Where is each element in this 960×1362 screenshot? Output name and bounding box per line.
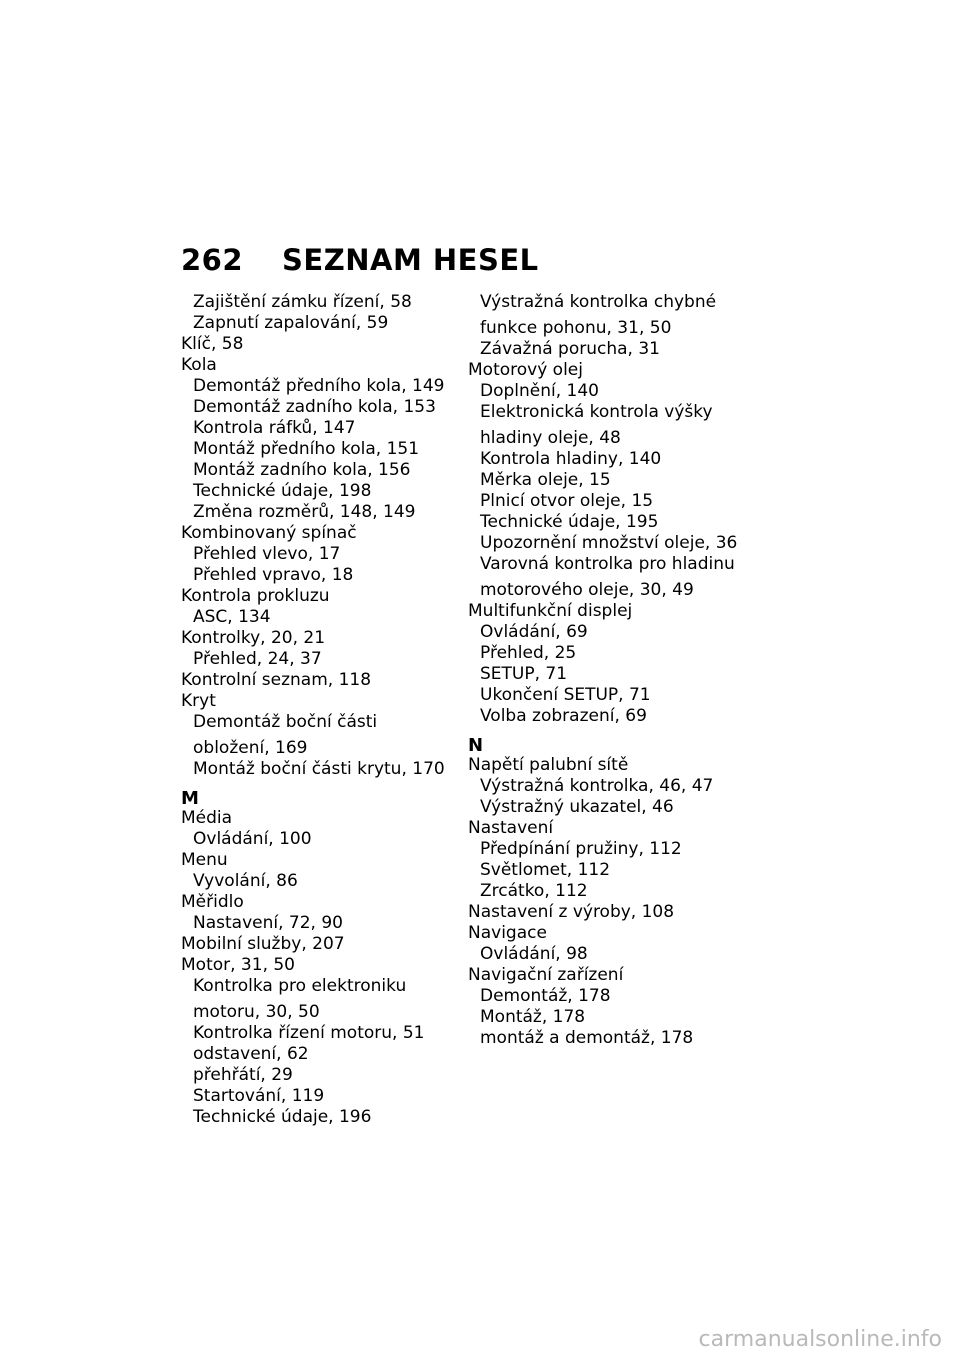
- index-subentry: montáž a demontáž, 178: [480, 1028, 694, 1048]
- index-subentry: Změna rozměrů, 148, 149: [193, 502, 416, 522]
- index-subentry: Závažná porucha, 31: [480, 339, 660, 359]
- index-subentry: Kontrola ráfků, 147: [193, 418, 356, 438]
- index-subentry: Startování, 119: [193, 1086, 325, 1106]
- index-subentry: Předpínání pružiny, 112: [480, 839, 682, 859]
- index-entry: Měřidlo: [181, 892, 244, 912]
- index-entry: Kontrola prokluzu: [181, 586, 330, 606]
- index-subentry: Zajištění zámku řízení, 58: [193, 292, 412, 312]
- index-subentry: Nastavení, 72, 90: [193, 913, 343, 933]
- index-subentry: Technické údaje, 196: [193, 1107, 372, 1127]
- index-subentry: Výstražná kontrolka, 46, 47: [480, 776, 714, 796]
- index-subentry: Ovládání, 98: [480, 944, 588, 964]
- index-letter-heading: N: [468, 735, 484, 756]
- index-subentry: Doplnění, 140: [480, 381, 599, 401]
- index-entry: Kontrolky, 20, 21: [181, 628, 326, 648]
- index-entry: Kontrolní seznam, 118: [181, 670, 372, 690]
- index-subentry: Kontrolka řízení motoru, 51: [193, 1023, 425, 1043]
- index-subentry: Kontrolka pro elektroniku: [193, 976, 407, 996]
- watermark: carmanualsonline.info: [698, 1327, 942, 1352]
- index-column-left: [181, 292, 461, 1128]
- index-entry: Navigace: [468, 923, 547, 943]
- index-subentry: Montáž, 178: [480, 1007, 586, 1027]
- page-header: [181, 240, 781, 280]
- index-entry: Kombinovaný spínač: [181, 523, 357, 543]
- index-subentry: Vyvolání, 86: [193, 871, 298, 891]
- index-subentry: Přehled vlevo, 17: [193, 544, 341, 564]
- index-entry: Motorový olej: [468, 360, 583, 380]
- index-subentry: Montáž boční části krytu, 170: [193, 759, 445, 779]
- index-subentry: Demontáž zadního kola, 153: [193, 397, 436, 417]
- index-subentry-continuation: hladiny oleje, 48: [480, 428, 621, 448]
- index-subentry: Montáž předního kola, 151: [193, 439, 420, 459]
- index-entry: Klíč, 58: [181, 334, 244, 354]
- index-subentry-continuation: funkce pohonu, 31, 50: [480, 318, 672, 338]
- index-subentry: Kontrola hladiny, 140: [480, 449, 662, 469]
- index-subentry: odstavení, 62: [193, 1044, 309, 1064]
- index-subentry-continuation: motorového oleje, 30, 49: [480, 580, 694, 600]
- index-entry: Menu: [181, 850, 228, 870]
- index-subentry: Ovládání, 69: [480, 622, 588, 642]
- index-subentry: Zrcátko, 112: [480, 881, 588, 901]
- index-subentry: SETUP, 71: [480, 664, 568, 684]
- index-entry: Kryt: [181, 691, 216, 711]
- index-subentry: Volba zobrazení, 69: [480, 706, 647, 726]
- index-entry: Média: [181, 808, 233, 828]
- index-entry: Napětí palubní sítě: [468, 755, 629, 775]
- index-subentry-continuation: motoru, 30, 50: [193, 1002, 320, 1022]
- index-subentry: Demontáž boční části: [193, 712, 378, 732]
- index-subentry: přehřátí, 29: [193, 1065, 293, 1085]
- index-subentry: Demontáž, 178: [480, 986, 611, 1006]
- index-subentry: Upozornění množství oleje, 36: [480, 533, 738, 553]
- index-subentry: Přehled, 24, 37: [193, 649, 322, 669]
- index-subentry: Zapnutí zapalování, 59: [193, 313, 389, 333]
- index-subentry: Světlomet, 112: [480, 860, 611, 880]
- index-subentry: Výstražný ukazatel, 46: [480, 797, 674, 817]
- index-subentry: Demontáž předního kola, 149: [193, 376, 445, 396]
- index-subentry: Technické údaje, 198: [193, 481, 372, 501]
- index-subentry: Měrka oleje, 15: [480, 470, 611, 490]
- index-subentry: Přehled vpravo, 18: [193, 565, 354, 585]
- index-subentry: Výstražná kontrolka chybné: [480, 292, 717, 312]
- index-subentry: Ovládání, 100: [193, 829, 312, 849]
- index-subentry: Montáž zadního kola, 156: [193, 460, 411, 480]
- index-entry: Kola: [181, 355, 217, 375]
- index-subentry-continuation: obložení, 169: [193, 738, 308, 758]
- index-entry: Multifunkční displej: [468, 601, 633, 621]
- index-subentry: Elektronická kontrola výšky: [480, 402, 713, 422]
- index-subentry: ASC, 134: [193, 607, 271, 627]
- index-entry: Nastavení: [468, 818, 554, 838]
- index-subentry: Plnicí otvor oleje, 15: [480, 491, 654, 511]
- index-column-right: [468, 292, 748, 1049]
- index-entry: Motor, 31, 50: [181, 955, 296, 975]
- index-entry: Mobilní služby, 207: [181, 934, 345, 954]
- index-entry: Nastavení z výroby, 108: [468, 902, 675, 922]
- index-letter-heading: M: [181, 788, 199, 809]
- index-entry: Navigační zařízení: [468, 965, 624, 985]
- index-subentry: Technické údaje, 195: [480, 512, 659, 532]
- index-subentry: Přehled, 25: [480, 643, 577, 663]
- index-subentry: Varovná kontrolka pro hladinu: [480, 554, 735, 574]
- section-title: SEZNAM HESEL: [282, 243, 539, 277]
- index-subentry: Ukončení SETUP, 71: [480, 685, 651, 705]
- page-number: 262: [181, 243, 244, 277]
